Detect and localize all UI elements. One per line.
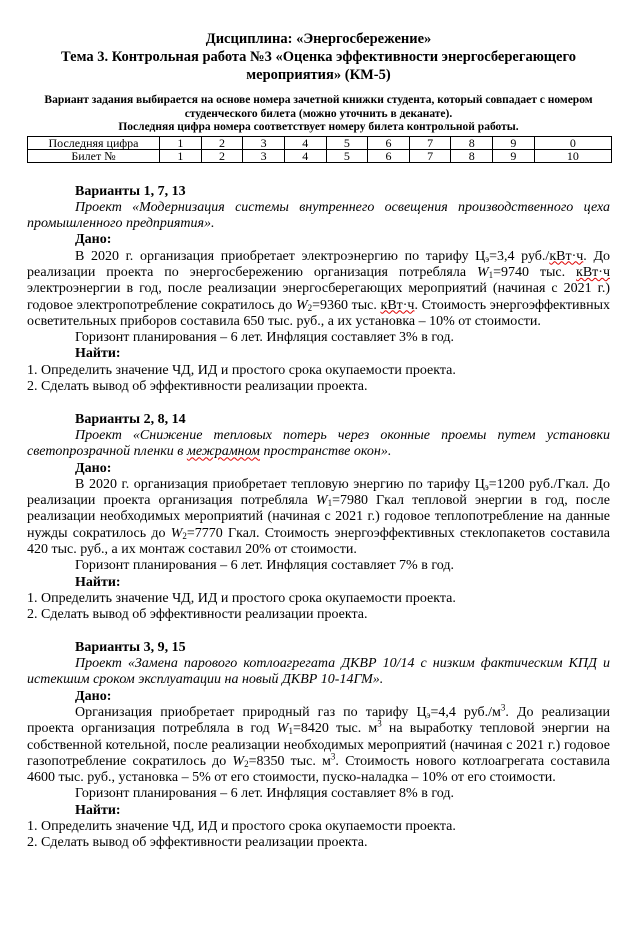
find-label: Найти: [75,574,121,590]
table-cell: 5 [326,136,368,149]
given-text: Организация приобретает природный газ по тарифу $Ц_э=4,4$ $руб./м^3$. До реализации проекта организация потребляла в год $W_1=8420$ тыс. $м^3$ на выработку тепловой энергии на собственной котельной, после реализации необходимых мероприятий (начиная с 2021 г.) годовое газопотребление сократилось до $W_2=8350$ тыс. $м^3$. Стоимость нового котлоагрегата составила 4600 тыс. руб., установка – 5% от его стоимости, пуско-наладка – 10% от его стоимости. [27,702,610,786]
spellcheck-word: кВт·ч [576,264,610,280]
table-cell: 3 [243,136,285,149]
table-cell: 1 [160,136,202,149]
project-title: Проект «Замена парового котлоагрегата ДКВР 10/14 с низким фактическим КПД и истекшим сроком эксплуатации на новый ДКВР 10-14ГМ». [27,656,610,688]
table-cell: 0 [534,136,611,149]
instructions-text: Вариант задания выбирается на основе номера зачетной книжки студента, который совпадает с номером студенческого билета (можно уточнить в деканате). [44,94,593,120]
task-item: 1. Определить значение ЧД, ИД и простого срока окупаемости проекта. [27,590,456,606]
discipline-title: Дисциплина: «Энергосбережение» [205,31,432,47]
table-row [28,136,612,149]
table-cell: 6 [368,149,410,162]
project-title: Проект «Снижение тепловых потерь через оконные проемы путем установки светопрозрачной пленки в межрамном пространстве окон». [27,427,610,460]
task-item: 1. Определить значение ЧД, ИД и простого срока окупаемости проекта. [27,819,456,835]
table-cell: 7 [409,136,451,149]
subscript: 1 [327,498,333,509]
subscript: 2 [307,302,313,313]
variable: W [295,297,308,313]
row-label: Билет № [28,149,160,162]
table-cell: 7 [409,149,451,162]
superscript: 3 [500,702,506,713]
spellcheck-word: межрамном [186,444,260,460]
given-label: Дано: [75,688,112,704]
subscript: 1 [288,726,293,737]
superscript: 3 [330,751,336,762]
task-item: 2. Сделать вывод об эффективности реализации проекта. [27,835,368,851]
table-cell: 2 [201,149,243,162]
subscript: 1 [488,269,494,280]
table-cell: 8 [451,149,493,162]
planning-horizon: Горизонт планирования – 6 лет. Инфляция составляет 7% в год. [75,558,454,574]
row-label: Последняя цифра [28,136,160,149]
planning-horizon: Горизонт планирования – 6 лет. Инфляция составляет 8% в год. [75,786,454,802]
table-cell: 6 [368,136,410,149]
variable: W [170,525,183,541]
table-cell: 1 [160,149,202,162]
table-cell: 9 [493,136,535,149]
task-item: 2. Сделать вывод об эффективности реализации проекта. [27,607,368,623]
table-row [28,149,612,162]
variant-heading: Варианты 1, 7, 13 [75,183,186,199]
variable: W [476,264,489,280]
variable: W [315,493,328,509]
find-label: Найти: [75,346,121,362]
spellcheck-word: кВт·ч [380,297,415,313]
table-cell: 5 [326,149,368,162]
variable: W [232,753,245,769]
table-cell: 8 [451,136,493,149]
table-cell: 3 [243,149,285,162]
table-cell: 9 [493,149,535,162]
project-title: Проект «Модернизация системы внутреннего освещения производственного цеха промышленного предприятия». [27,199,610,232]
instructions-note: Последняя цифра номера соответствует номеру билета контрольной работы. [118,121,519,133]
superscript: 3 [377,718,382,729]
table-cell: 4 [284,149,326,162]
subscript: 2 [244,758,249,769]
table-cell: 4 [284,136,326,149]
topic-title: Тема 3. Контрольная работа №3 «Оценка эффективности энергосберегающего мероприятия» (КМ-5) [61,49,576,83]
variant-section [27,640,610,852]
table-cell: 10 [534,149,611,162]
ticket-table [27,136,612,163]
subscript: э [485,253,490,264]
task-item: 2. Сделать вывод об эффективности реализации проекта. [27,379,368,395]
task-item: 1. Определить значение ЧД, ИД и простого срока окупаемости проекта. [27,362,456,378]
planning-horizon: Горизонт планирования – 6 лет. Инфляция составляет 3% в год. [75,330,454,346]
given-label: Дано: [75,232,112,248]
spellcheck-word: кВт·ч [549,248,584,264]
subscript: э [484,481,489,492]
find-label: Найти: [75,802,121,818]
given-label: Дано: [75,460,112,476]
subscript: э [426,710,431,720]
variable: W [276,721,289,737]
variant-heading: Варианты 3, 9, 15 [75,639,186,655]
subscript: 2 [182,530,187,541]
table-cell: 2 [201,136,243,149]
variant-section [27,184,610,396]
variant-section [27,412,610,624]
variant-heading: Варианты 2, 8, 14 [75,411,186,427]
given-text: В 2020 г. организация приобретает тепловую энергию по тарифу $Ц_э=1200$ руб./Гкал. До реализации проекта организация потребляла $W_1=7980$ Гкал тепловой энергии в год, после реализации необходимых мероприятий (начиная с 2021 г.) годовое теплопотребление на данные нужды сократилось до $W_2=7770$ Гкал. Стоимость энергоэффективных стеклопакетов составила 420 тыс. руб., а их монтаж составил 20% от стоимости. [27,476,610,558]
given-text: В 2020 г. организация приобретает электроэнергию по тарифу $Ц_э=3,4$ руб./кВт·ч. До реализации проекта по энергосбережению организация потребляла $W_1=9740$ тыс. кВт·ч электроэнергии в год, после реализации энергосберегающих мероприятий (начиная с 2021 г.) годовое электропотребление сократилось до $W_2=9360$ тыс. кВт·ч. Стоимость энергоэффективных осветительных приборов составила 650 тыс. руб., а их установка – 10% от стоимости. [27,248,610,329]
